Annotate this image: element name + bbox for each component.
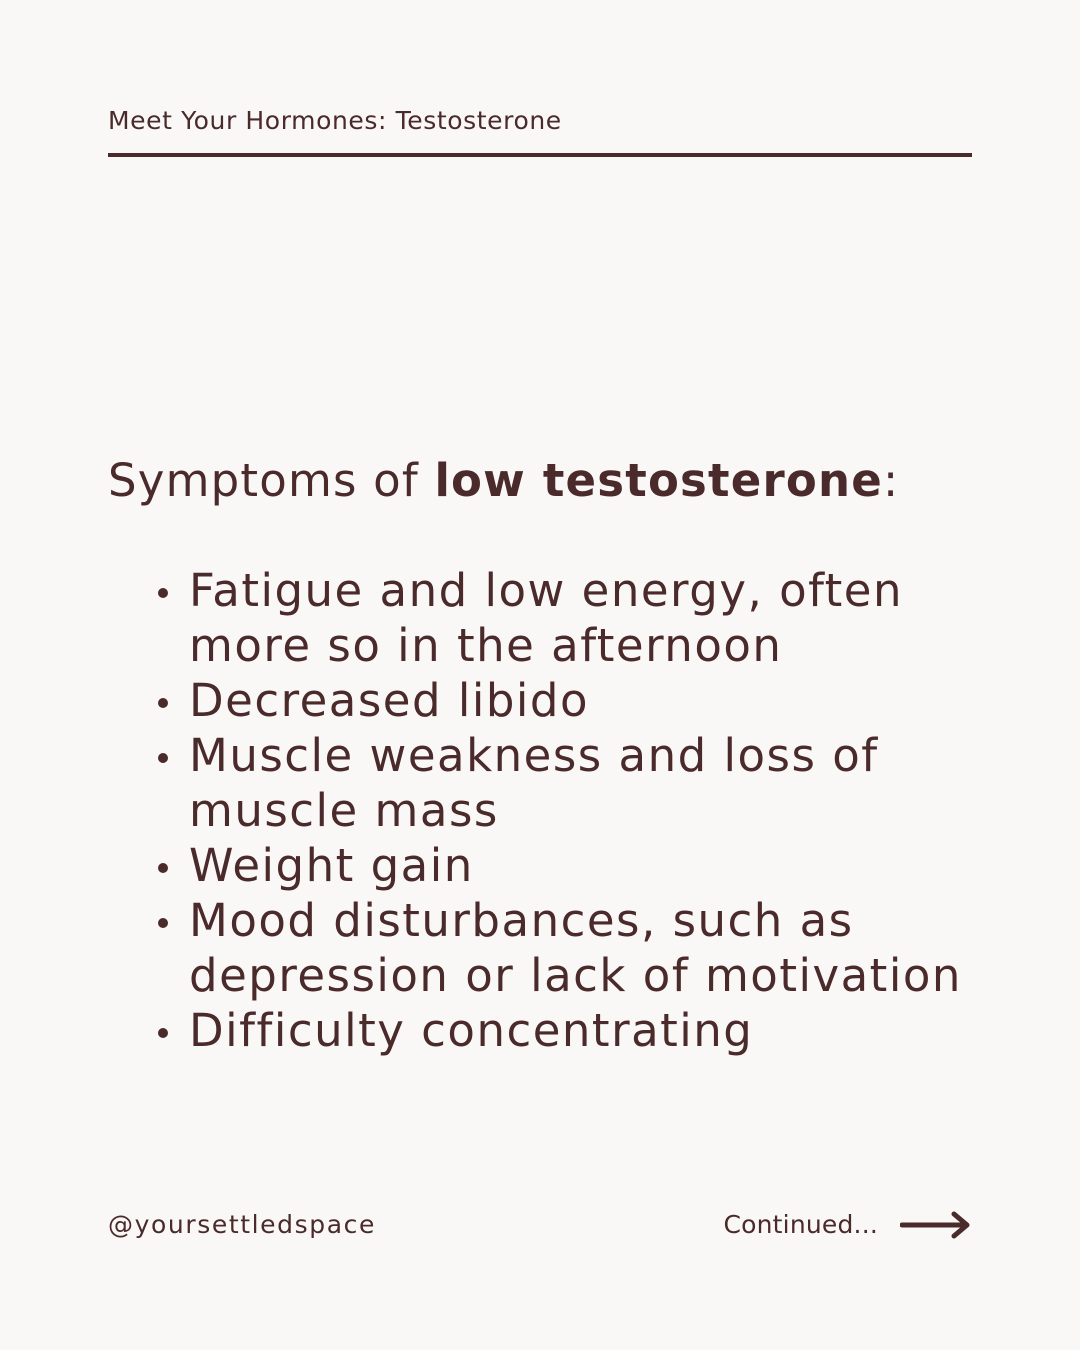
- symptom-item: [152, 673, 992, 728]
- account-handle: @yoursettledspace: [108, 1210, 376, 1239]
- symptom-text: Weight gain: [189, 839, 474, 892]
- symptom-item: [152, 1003, 992, 1058]
- symptom-text: Fatigue and low energy, often more so in the afternoon: [189, 564, 903, 672]
- bullet-icon: [158, 863, 168, 873]
- continued-label: Continued...: [723, 1210, 878, 1239]
- heading-prefix: Symptoms of: [108, 454, 435, 507]
- symptom-item: [152, 838, 992, 893]
- bullet-icon: [158, 698, 168, 708]
- bullet-icon: [158, 588, 168, 598]
- continued-indicator[interactable]: [723, 1208, 972, 1242]
- symptom-text: Muscle weakness and loss of muscle mass: [189, 729, 879, 837]
- symptom-item: [152, 893, 992, 1003]
- header-divider: [108, 153, 972, 157]
- bullet-icon: [158, 753, 168, 763]
- symptom-item: [152, 728, 992, 838]
- symptoms-heading: [108, 450, 899, 512]
- bullet-icon: [158, 1028, 168, 1038]
- heading-emphasis: low testosterone: [434, 454, 883, 507]
- heading-suffix: :: [882, 454, 900, 507]
- symptom-item: [152, 563, 992, 673]
- symptom-text: Mood disturbances, such as depression or lack of motivation: [189, 894, 962, 1002]
- bullet-icon: [158, 918, 168, 928]
- arrow-right-icon[interactable]: [900, 1211, 972, 1239]
- symptom-text: Decreased libido: [189, 674, 590, 727]
- header-title: Meet Your Hormones: Testosterone: [108, 106, 562, 135]
- symptom-list: [152, 563, 992, 1058]
- symptom-text: Difficulty concentrating: [189, 1004, 754, 1057]
